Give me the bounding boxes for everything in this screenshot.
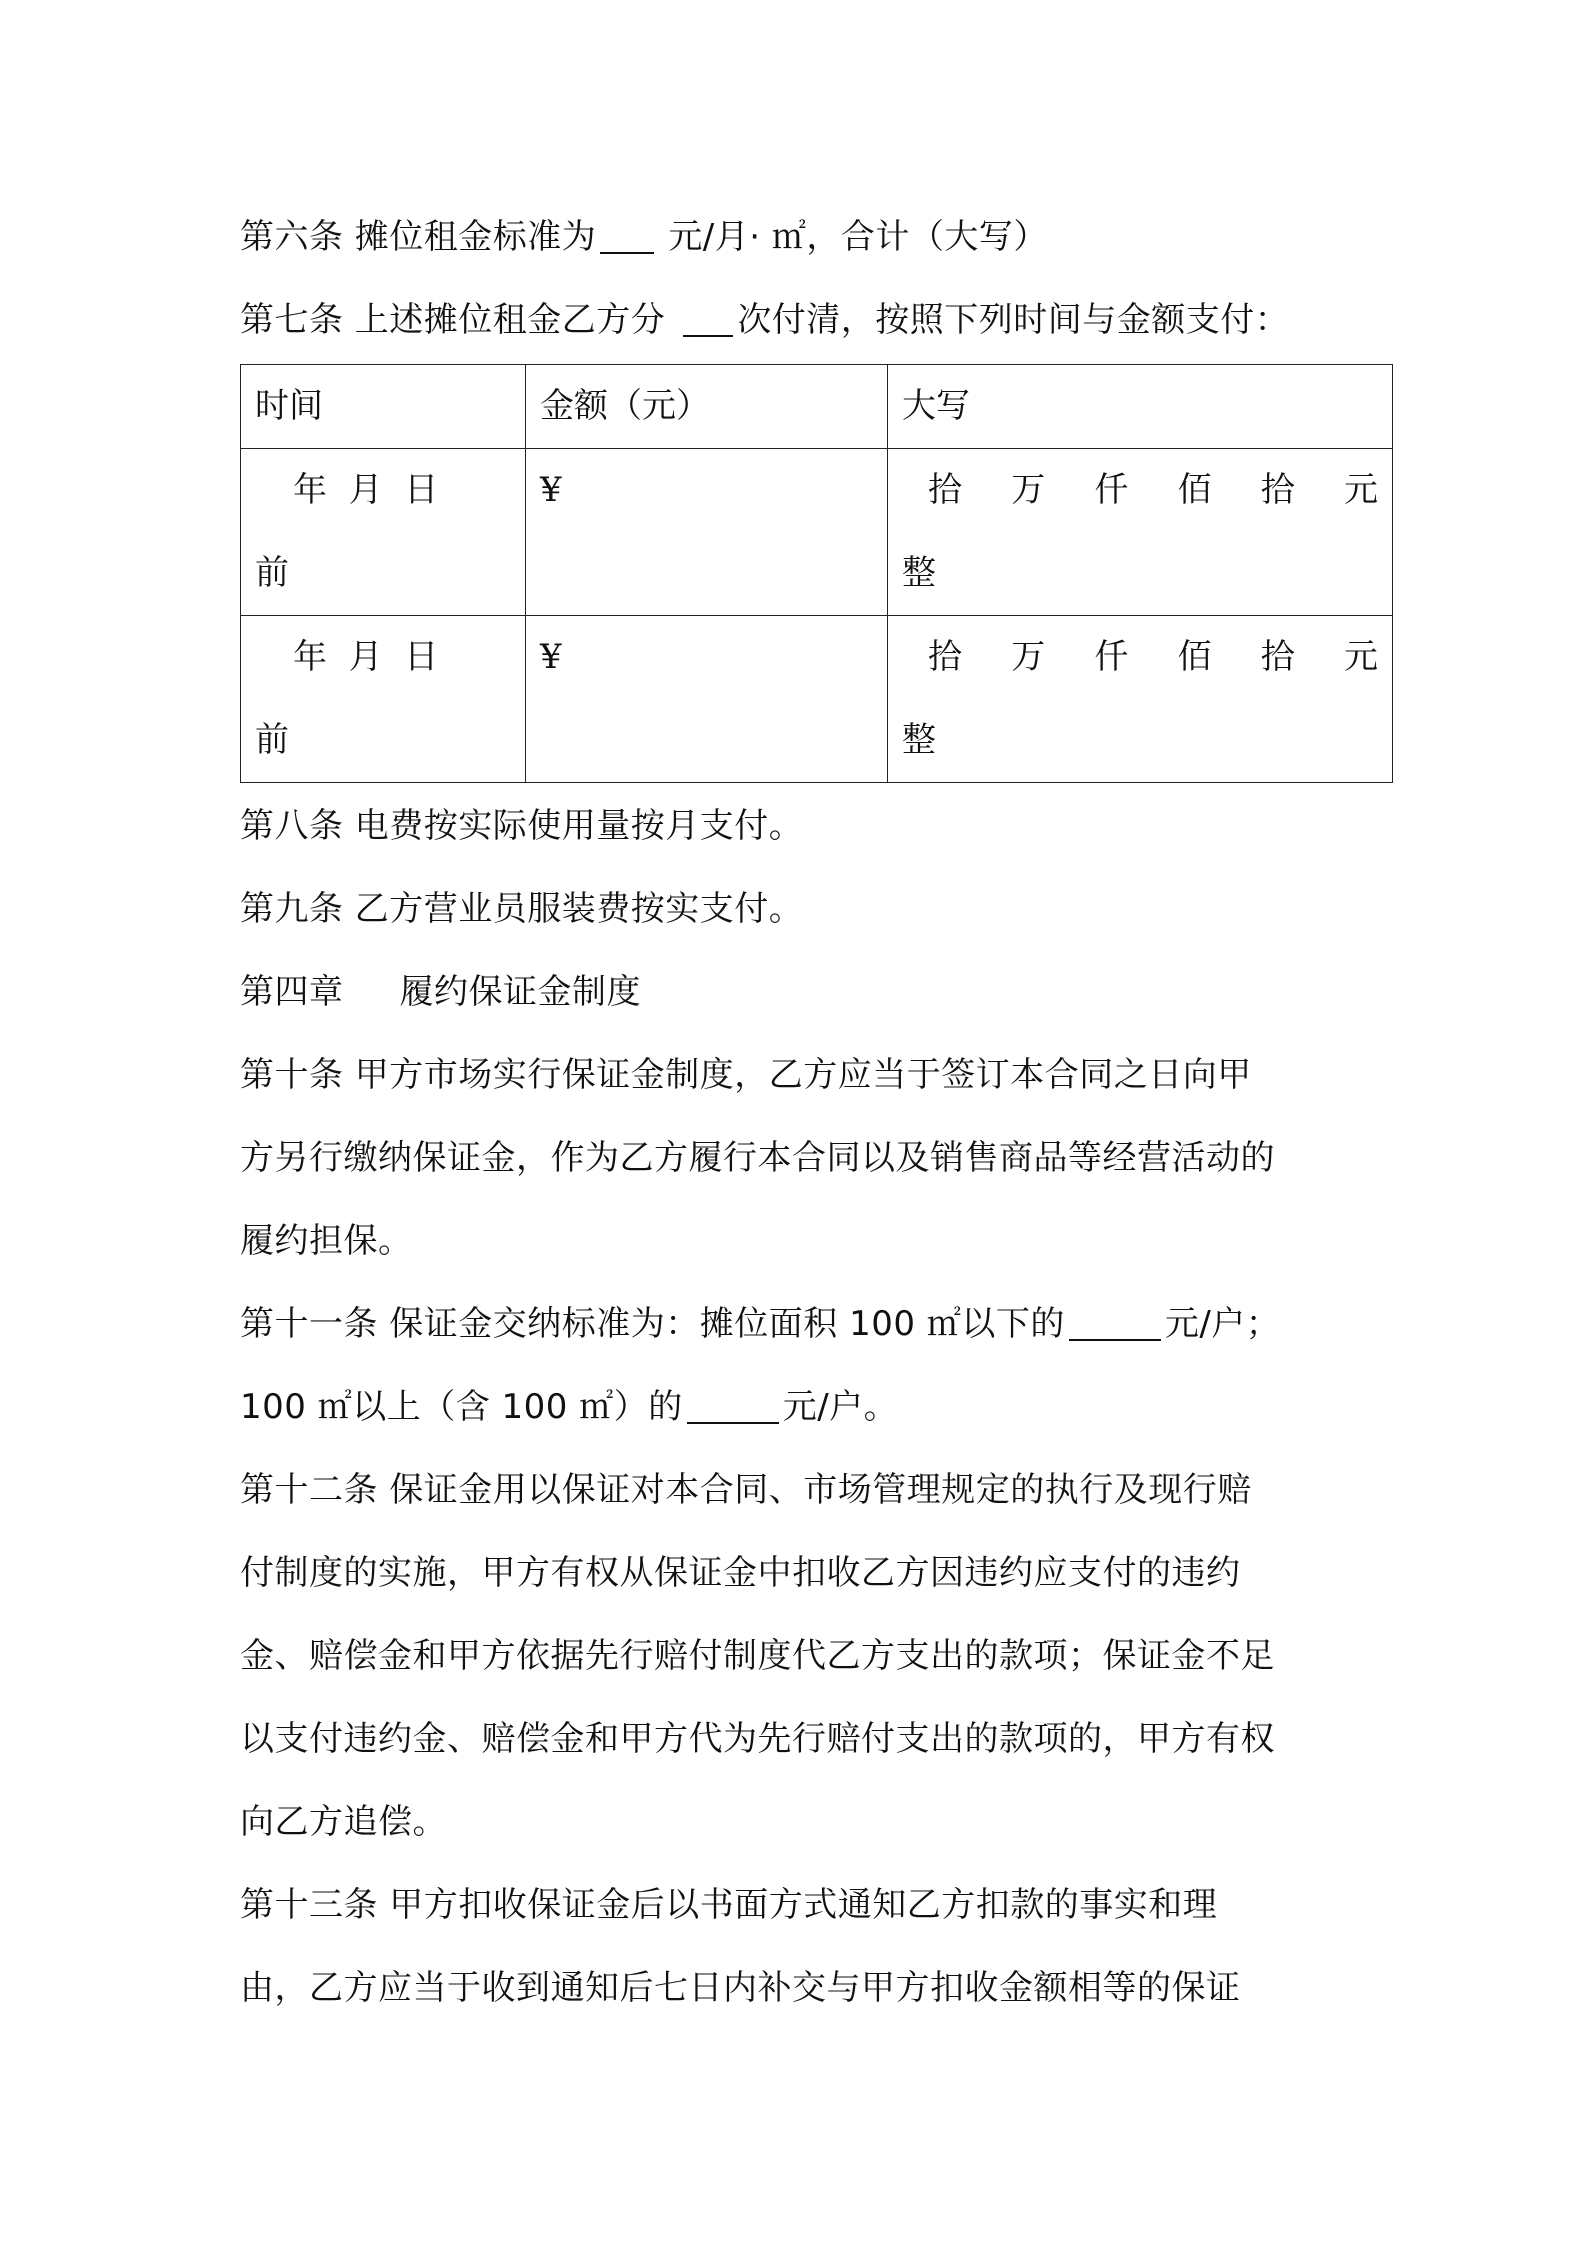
deposit-large-blank <box>687 1382 779 1424</box>
unit-shi: 拾 <box>928 470 962 510</box>
article-7-suffix: 次付清，按照下列时间与金额支付： <box>737 300 1290 340</box>
unit-shi-2: 拾 <box>1260 637 1295 677</box>
header-uppercase: 大写 <box>888 365 1393 449</box>
document-body <box>240 196 1400 2030</box>
chapter-title: 履约保证金制度 <box>399 972 641 1012</box>
article-6-prefix: 第六条 摊位租金标准为 <box>240 217 597 257</box>
installments-blank <box>683 295 733 337</box>
article-12-line-3: 金、赔偿金和甲方依据先行赔付制度代乙方支出的款项；保证金不足 <box>240 1636 1275 1676</box>
unit-bai: 佰 <box>1177 470 1212 510</box>
unit-qian: 仟 <box>1094 470 1129 510</box>
article-11-suffix: 元/户； <box>1164 1304 1281 1344</box>
article-13-line-1: 第十三条 甲方扣收保证金后以书面方式通知乙方扣款的事实和理 <box>240 1885 1218 1925</box>
article-11-line-2 <box>240 1366 1400 1449</box>
table-header-row <box>241 365 1393 449</box>
article-11-line2-suffix: 元/户。 <box>782 1387 899 1427</box>
article-10-line-1: 第十条 甲方市场实行保证金制度，乙方应当于签订本合同之日向甲 <box>240 1055 1252 1095</box>
article-10-line-2: 方另行缴纳保证金，作为乙方履行本合同以及销售商品等经营活动的 <box>240 1138 1275 1178</box>
header-time: 时间 <box>241 365 526 449</box>
uppercase-cell <box>888 449 1393 616</box>
uppercase-cell <box>888 616 1393 783</box>
unit-bai: 佰 <box>1177 637 1212 677</box>
article-11-line-1 <box>240 1283 1400 1366</box>
unit-wan: 万 <box>1011 637 1046 677</box>
uppercase-units <box>902 449 1378 532</box>
chapter-4-heading <box>240 951 1400 1034</box>
article-13-line-2: 由，乙方应当于收到通知后七日内补交与甲方扣收金额相等的保证 <box>240 1968 1241 2008</box>
article-11-prefix: 第十一条 保证金交纳标准为：摊位面积 100 ㎡以下的 <box>240 1304 1065 1344</box>
article-12-line-4: 以支付违约金、赔偿金和甲方代为先行赔付支出的款项的，甲方有权 <box>240 1719 1275 1759</box>
date-before: 前 <box>255 720 289 760</box>
article-11-line2-prefix: 100 ㎡以上（含 100 ㎡）的 <box>240 1387 683 1427</box>
uppercase-whole: 整 <box>902 553 936 593</box>
date-line: 年 月 日 <box>293 637 439 677</box>
article-7 <box>240 279 1400 362</box>
article-12-line-1: 第十二条 保证金用以保证对本合同、市场管理规定的执行及现行赔 <box>240 1470 1252 1510</box>
article-10-line-3: 履约担保。 <box>240 1221 413 1261</box>
article-8: 第八条 电费按实际使用量按月支付。 <box>240 806 804 846</box>
article-6 <box>240 196 1400 279</box>
amount-cell: ¥ <box>526 449 888 616</box>
article-6-suffix: 元/月· ㎡，合计（大写） <box>668 217 1048 257</box>
uppercase-units <box>902 616 1378 699</box>
deposit-small-blank <box>1069 1299 1161 1341</box>
table-row <box>241 449 1393 616</box>
amount-cell: ¥ <box>526 616 888 783</box>
unit-yuan: 元 <box>1343 470 1378 510</box>
article-9: 第九条 乙方营业员服装费按实支付。 <box>240 889 804 929</box>
unit-qian: 仟 <box>1094 637 1129 677</box>
date-line: 年 月 日 <box>293 470 439 510</box>
unit-yuan: 元 <box>1343 637 1378 677</box>
date-before: 前 <box>255 553 289 593</box>
unit-wan: 万 <box>1011 470 1046 510</box>
date-cell <box>241 616 526 783</box>
table-row <box>241 616 1393 783</box>
payment-schedule-table <box>240 364 1393 783</box>
rent-rate-blank <box>600 212 654 254</box>
uppercase-whole: 整 <box>902 720 936 760</box>
article-12-line-5: 向乙方追偿。 <box>240 1802 447 1842</box>
article-12-line-2: 付制度的实施，甲方有权从保证金中扣收乙方因违约应支付的违约 <box>240 1553 1241 1593</box>
unit-shi-2: 拾 <box>1260 470 1295 510</box>
date-cell <box>241 449 526 616</box>
chapter-number: 第四章 <box>240 972 344 1012</box>
header-amount: 金额（元） <box>526 365 888 449</box>
article-7-prefix: 第七条 上述摊位租金乙方分 <box>240 300 666 340</box>
unit-shi: 拾 <box>928 637 962 677</box>
